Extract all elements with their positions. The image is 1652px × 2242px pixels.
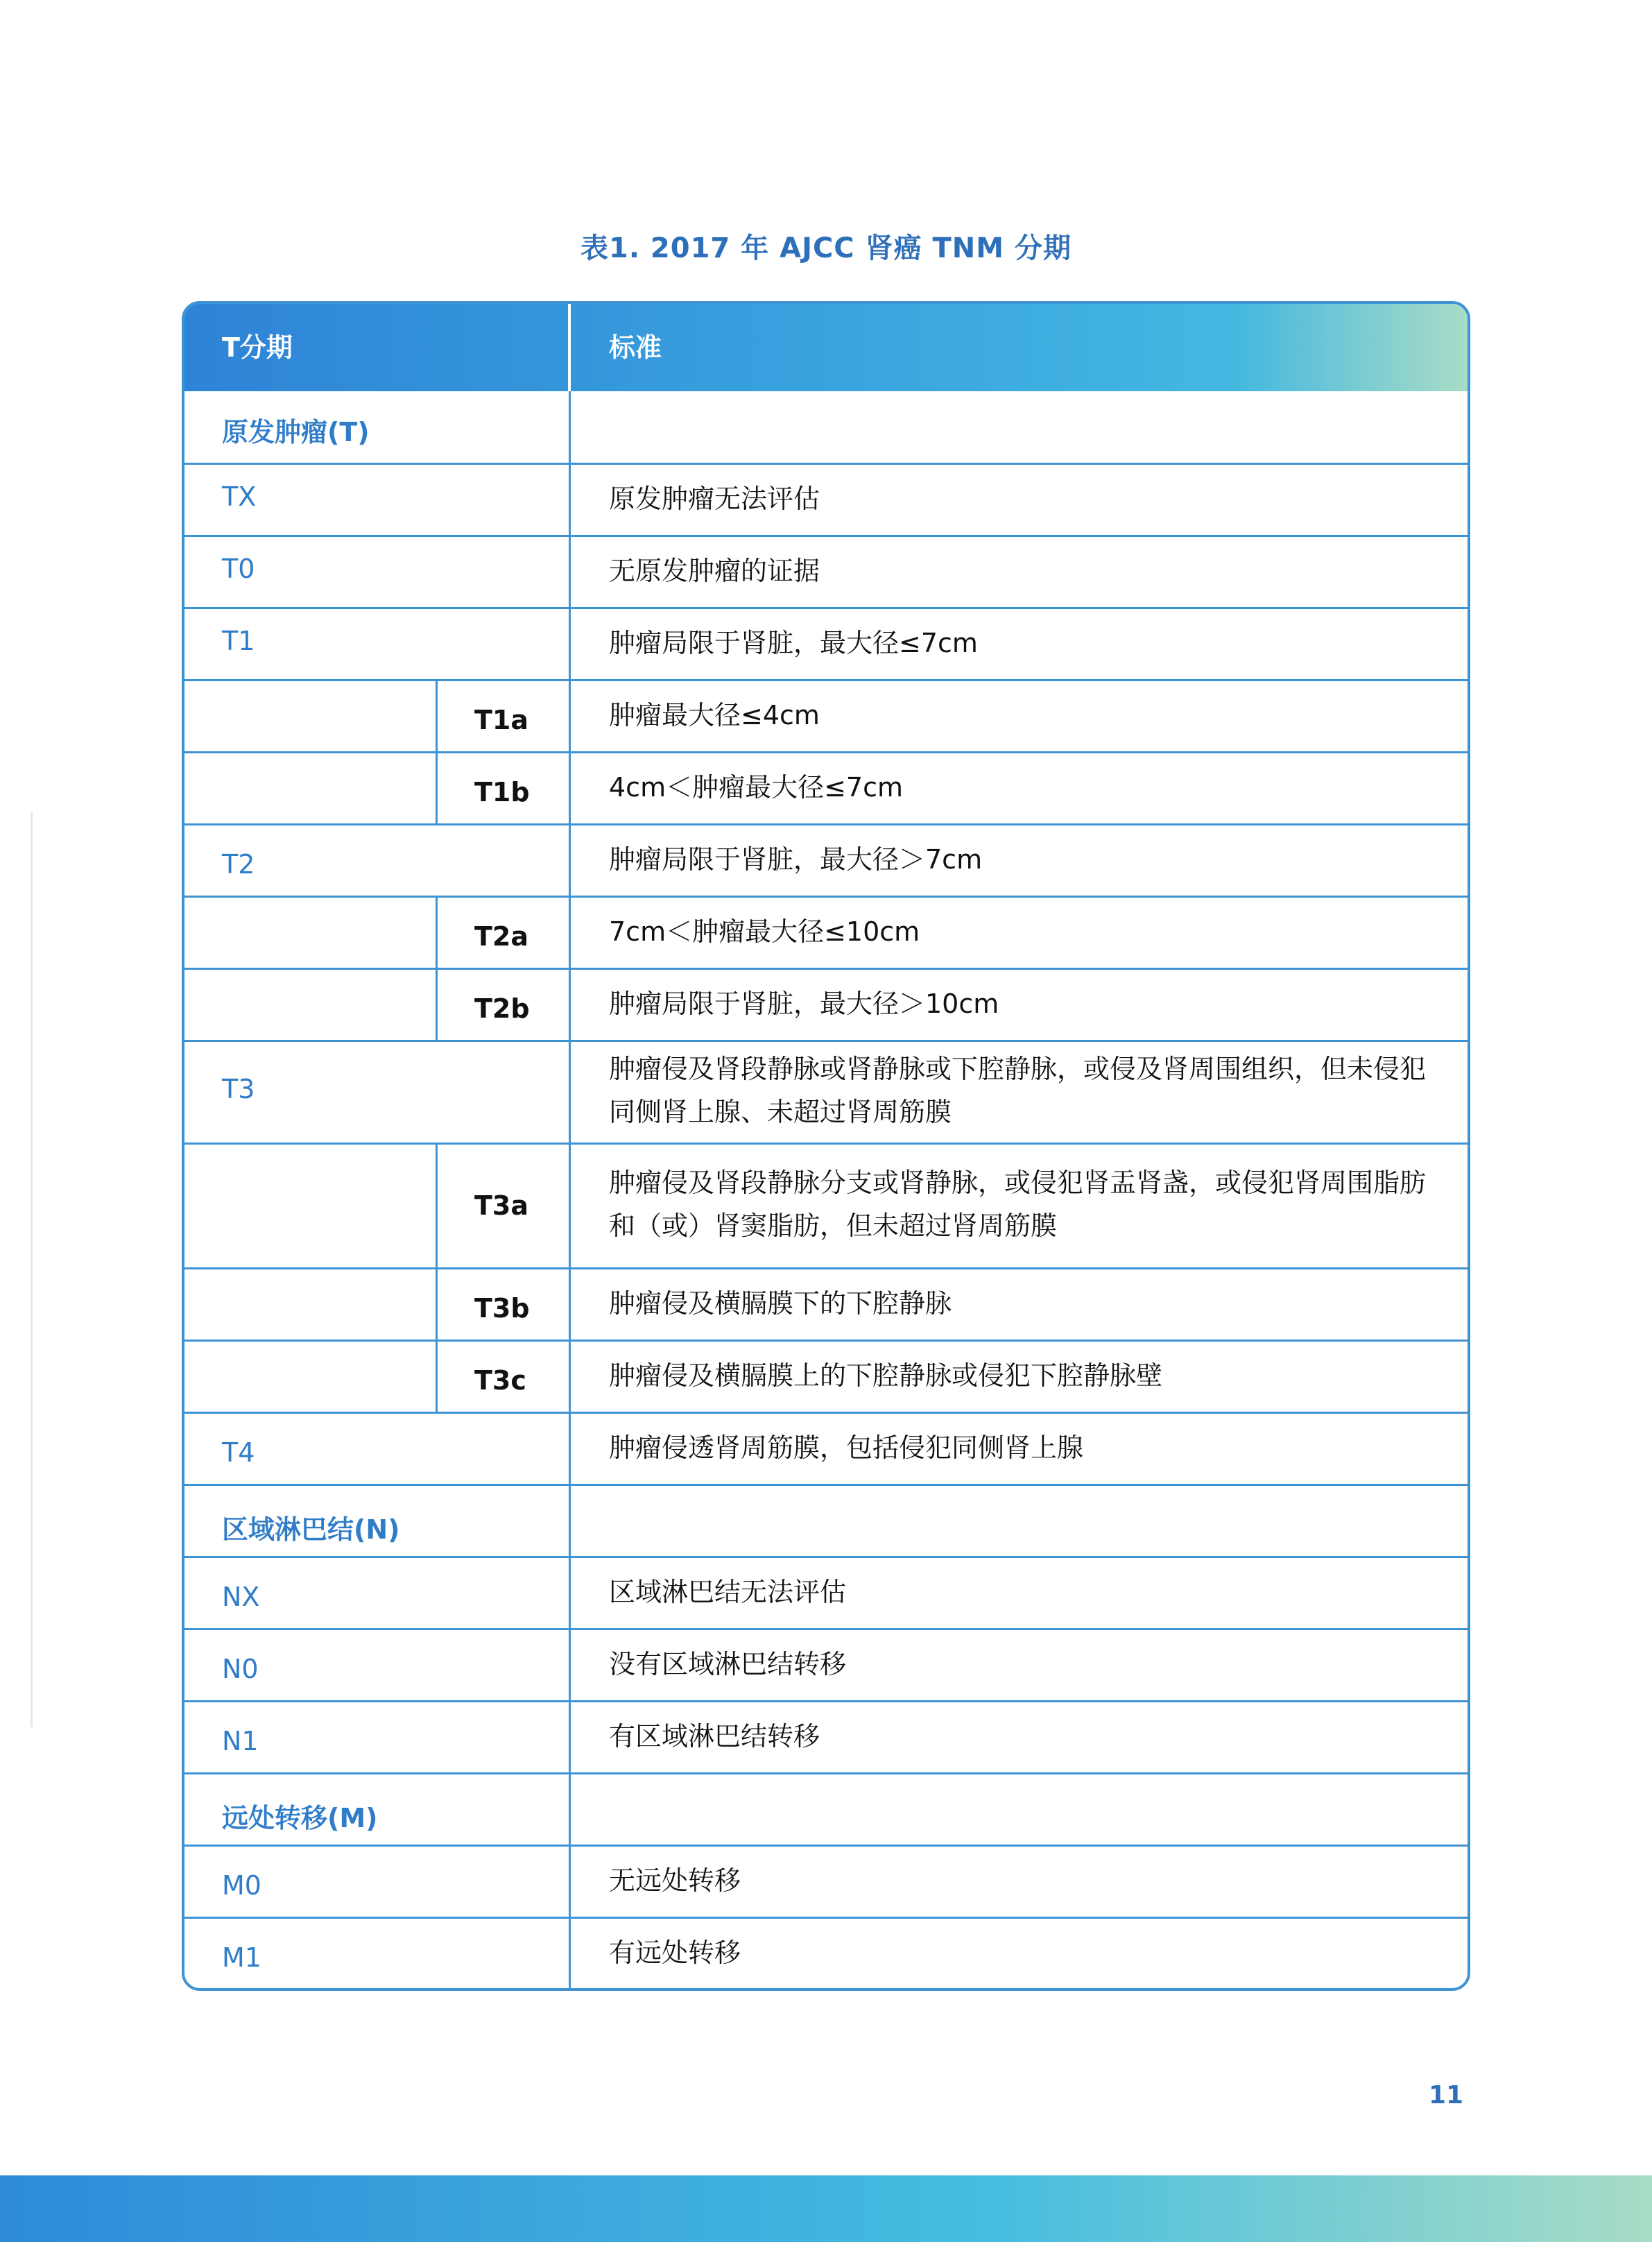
- table-row: [184, 1484, 1468, 1557]
- row-divider: [184, 751, 1468, 753]
- substage-divider: [436, 680, 438, 824]
- row-desc: 没有区域淋巴结转移: [609, 1649, 847, 1679]
- stage-code: T0: [222, 554, 255, 584]
- row-desc: 无远处转移: [609, 1865, 741, 1896]
- table-row: [184, 391, 1468, 463]
- table-row: [184, 1845, 1468, 1917]
- stage-code: TX: [222, 481, 257, 512]
- table-title: 表1. 2017 年 AJCC 肾癌 TNM 分期: [580, 232, 1072, 264]
- table-row: [184, 536, 1468, 608]
- stage-code: M0: [222, 1870, 261, 1901]
- row-divider: [184, 1267, 1468, 1269]
- row-desc: 7cm＜肿瘤最大径≤10cm: [609, 916, 920, 947]
- row-divider: [184, 1917, 1468, 1919]
- section-label: 远处转移(M): [222, 1803, 378, 1833]
- row-divider: [184, 896, 1468, 898]
- row-divider: [184, 535, 1468, 537]
- column-divider: [569, 391, 571, 1991]
- stage-code: T1: [222, 626, 255, 656]
- row-divider: [184, 823, 1468, 825]
- row-desc: 肿瘤局限于肾脏，最大径＞10cm: [609, 989, 999, 1019]
- row-desc: 肿瘤侵及肾段静脉或肾静脉或下腔静脉，或侵及肾周围组织，但未侵犯同侧肾上腺、未超过肾周筋膜: [609, 1054, 1427, 1127]
- substage-code: T2b: [474, 993, 530, 1024]
- row-desc: 肿瘤侵透肾周筋膜，包括侵犯同侧肾上腺: [609, 1432, 1084, 1463]
- stage-code: NX: [222, 1582, 260, 1612]
- substage-code: T1a: [474, 705, 529, 735]
- substage-divider: [436, 896, 438, 1041]
- row-desc: 肿瘤侵及横膈膜下的下腔静脉: [609, 1288, 952, 1319]
- table-row: [184, 1412, 1468, 1484]
- row-divider: [184, 1484, 1468, 1486]
- tnm-staging-table: [182, 301, 1470, 1991]
- table-row: [184, 1340, 1468, 1412]
- row-desc: 有区域淋巴结转移: [609, 1721, 820, 1752]
- table-row: [184, 608, 1468, 680]
- row-divider: [184, 1556, 1468, 1558]
- row-desc: 区域淋巴结无法评估: [609, 1577, 847, 1607]
- table-row: [184, 1143, 1468, 1268]
- row-divider: [184, 1040, 1468, 1042]
- substage-code: T3a: [474, 1190, 529, 1221]
- row-desc: 无原发肿瘤的证据: [609, 556, 820, 586]
- margin-rule: [31, 812, 33, 1727]
- stage-code: N1: [222, 1726, 259, 1756]
- table-row: [184, 463, 1468, 536]
- substage-divider: [436, 1143, 438, 1412]
- table-row: [184, 896, 1468, 968]
- substage-code: T2a: [474, 921, 529, 952]
- row-desc: 肿瘤侵及肾段静脉分支或肾静脉，或侵犯肾盂肾盏，或侵犯肾周围脂肪和（或）肾窦脂肪，但未超过肾周筋膜: [609, 1167, 1427, 1241]
- substage-code: T3b: [474, 1293, 530, 1324]
- row-desc: 有远处转移: [609, 1937, 741, 1968]
- row-desc: 肿瘤局限于肾脏，最大径≤7cm: [609, 628, 978, 658]
- stage-code: T3: [222, 1074, 255, 1104]
- table-row: [184, 1629, 1468, 1701]
- row-desc: 肿瘤局限于肾脏，最大径＞7cm: [609, 844, 983, 875]
- row-divider: [184, 1845, 1468, 1847]
- row-divider: [184, 1700, 1468, 1702]
- stage-code: M1: [222, 1942, 261, 1973]
- row-desc: 肿瘤最大径≤4cm: [609, 700, 820, 730]
- header-criteria: 标准: [609, 332, 662, 363]
- row-desc: 原发肿瘤无法评估: [609, 484, 820, 514]
- page-number: 11: [1429, 2081, 1464, 2110]
- row-divider: [184, 968, 1468, 970]
- header-divider: [568, 304, 571, 391]
- row-divider: [184, 1340, 1468, 1342]
- row-divider: [184, 607, 1468, 609]
- table-row: [184, 1557, 1468, 1629]
- table-row: [184, 1917, 1468, 1989]
- table-row: [184, 680, 1468, 752]
- table-row: [184, 1773, 1468, 1845]
- substage-code: T1b: [474, 777, 530, 807]
- table-row: [184, 752, 1468, 824]
- footer-bar: [0, 2175, 1652, 2242]
- header-stage: T分期: [222, 332, 293, 363]
- row-desc: 肿瘤侵及横膈膜上的下腔静脉或侵犯下腔静脉壁: [609, 1360, 1163, 1391]
- row-desc: 4cm＜肿瘤最大径≤7cm: [609, 772, 904, 803]
- row-divider: [184, 1628, 1468, 1630]
- row-divider: [184, 1772, 1468, 1774]
- table-row: [184, 1701, 1468, 1773]
- table-row: [184, 1041, 1468, 1143]
- section-label: 区域淋巴结(N): [222, 1514, 400, 1545]
- table-row: [184, 1268, 1468, 1340]
- table-row: [184, 824, 1468, 896]
- section-label: 原发肿瘤(T): [222, 417, 370, 447]
- row-divider: [184, 1143, 1468, 1145]
- row-divider: [184, 463, 1468, 465]
- stage-code: T2: [222, 849, 255, 880]
- stage-code: T4: [222, 1437, 255, 1468]
- row-divider: [184, 679, 1468, 681]
- table-header: [184, 304, 1468, 391]
- substage-code: T3c: [474, 1365, 526, 1396]
- table-row: [184, 968, 1468, 1041]
- stage-code: N0: [222, 1654, 259, 1684]
- row-divider: [184, 1412, 1468, 1414]
